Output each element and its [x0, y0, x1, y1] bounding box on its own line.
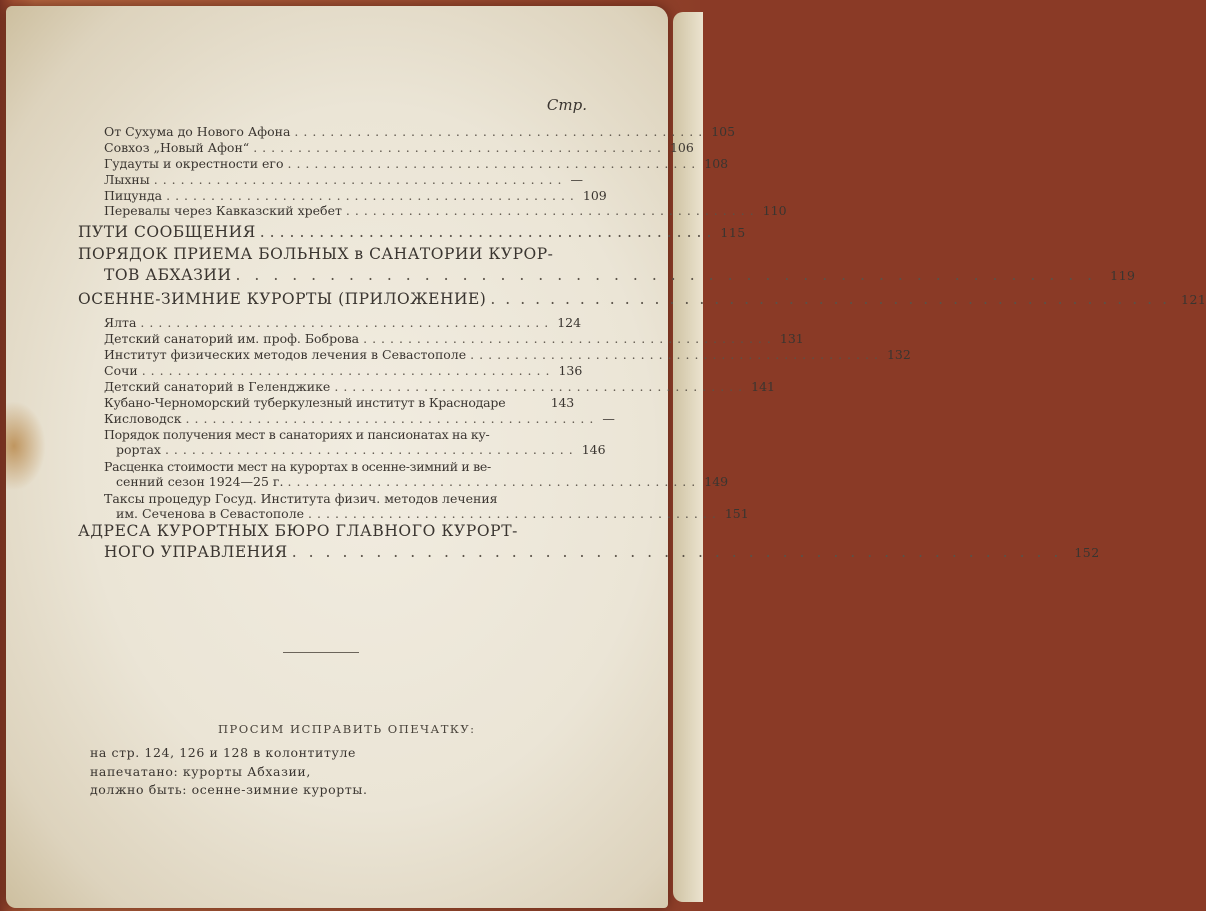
toc-entry-title: Гудауты и окрестности его — [104, 156, 284, 171]
toc-entry-page: 106 — [669, 140, 694, 155]
toc-entry-line1: Расценка стоимости мест на курортах в осенне-зимний и ве- — [104, 459, 491, 474]
toc-entry-title: Кубано-Черноморский туберкулезный институт в Краснодаре — [104, 395, 506, 410]
toc-entry-title: Сочи — [104, 363, 138, 378]
toc-section-addresses-line1: АДРЕСА КУРОРТНЫХ БЮРО ГЛАВНОГО КУРОРТ- — [78, 522, 518, 540]
toc-entry-title: Пицунда — [104, 188, 163, 203]
toc-section-page: 121 — [1181, 292, 1206, 307]
leader-dots: .............................................. — [164, 442, 578, 457]
toc-entry — [104, 124, 736, 139]
toc-entry — [104, 331, 804, 346]
toc-entry — [104, 379, 775, 394]
toc-entry-page: 110 — [762, 203, 787, 218]
leader-dots: .............................................. — [363, 331, 776, 346]
toc-section-addresses — [78, 543, 1100, 561]
toc-entry-line1: Таксы процедур Госуд. Института физич. методов лечения — [104, 491, 498, 506]
toc-entry-page: — — [602, 411, 615, 426]
leader-dots: .............................................. — [287, 474, 701, 489]
leader-dots: .............................................. — [287, 156, 701, 171]
toc-entry — [104, 363, 583, 378]
toc-entry-page: — — [570, 172, 583, 187]
toc-section-routes — [78, 223, 746, 241]
toc-entry — [104, 347, 911, 362]
divider-rule — [283, 652, 359, 653]
toc-entry-title: Детский санаторий в Геленджике — [104, 379, 331, 394]
toc-entry — [104, 203, 787, 218]
toc-section-autumn — [78, 290, 1206, 308]
leader-dots: .............................................. — [345, 203, 759, 218]
toc-entry — [104, 395, 574, 410]
toc-entry-page: 109 — [582, 188, 607, 203]
toc-section-title: ОСЕННЕ-ЗИМНИЕ КУРОРТЫ (ПРИЛОЖЕНИЕ) — [78, 290, 487, 308]
toc-section-title-cont: ТОВ АБХАЗИИ — [104, 266, 232, 284]
toc-entry-title: От Сухума до Нового Афона — [104, 124, 291, 139]
leader-dots: .............................................. — [185, 411, 599, 426]
toc-entry-page: 143 — [550, 395, 574, 410]
toc-section-title: ПУТИ СООБЩЕНИЯ — [78, 223, 256, 241]
toc-entry — [104, 188, 607, 203]
page-column-header: Стр. — [546, 96, 587, 114]
toc-entry-page: 146 — [581, 442, 606, 457]
toc-entry-title: Кисловодск — [104, 411, 182, 426]
leader-dots: .............................................. — [235, 266, 1107, 284]
toc-entry-page: 149 — [704, 474, 729, 489]
leader-dots: .............................................. — [470, 347, 883, 362]
toc-entry-line1: Порядок получения мест в санаториях и пансионатах на ку- — [104, 427, 490, 442]
leader-dots: .............................................. — [294, 124, 708, 139]
toc-entry-title-cont: им. Сеченова в Севастополе — [116, 506, 305, 521]
toc-entry-title: Лыхны — [104, 172, 150, 187]
toc-entry-title: Перевалы через Кавказский хребет — [104, 203, 342, 218]
toc-section-page: 152 — [1074, 545, 1100, 560]
toc-entry-title: Институт физических методов лечения в Севастополе — [104, 347, 467, 362]
toc-entry-title: Ялта — [104, 315, 137, 330]
toc-entry — [104, 156, 729, 171]
toc-section-admission — [78, 266, 1136, 284]
leader-dots: .............................................. — [140, 315, 554, 330]
toc-section-admission-line1: ПОРЯДОК ПРИЕМА БОЛЬНЫХ в САНАТОРИИ КУРОР- — [78, 245, 554, 263]
toc-section-page: 115 — [720, 225, 746, 240]
leader-dots: .............................................. — [291, 543, 1071, 561]
toc-entry-page: 108 — [704, 156, 729, 171]
toc-entry-title: Совхоз „Новый Афон“ — [104, 140, 250, 155]
toc-entry-title: Детский санаторий им. проф. Боброва — [104, 331, 360, 346]
toc-entry — [104, 474, 729, 489]
leader-dots: .............................................. — [253, 140, 666, 155]
toc-entry — [104, 140, 694, 155]
toc-entry — [104, 315, 582, 330]
leader-dots: .............................................. — [153, 172, 567, 187]
leader-dots: .............................................. — [334, 379, 748, 394]
toc-entry-title-cont: сенний сезон 1924—25 г. — [116, 474, 284, 489]
toc-entry-title-cont: рортах — [116, 442, 161, 457]
errata-line: должно быть: осенне-зимние курорты. — [90, 782, 368, 797]
toc-entry — [104, 442, 606, 457]
toc-entry — [104, 506, 749, 521]
toc-entry-page: 132 — [886, 347, 911, 362]
toc-entry-page: 136 — [558, 363, 583, 378]
toc-entry — [104, 411, 615, 426]
leader-dots: .............................................. — [259, 223, 717, 241]
toc-entry-page: 124 — [557, 315, 582, 330]
toc-section-title-cont: НОГО УПРАВЛЕНИЯ — [104, 543, 288, 561]
toc-entry-page: 151 — [724, 506, 749, 521]
toc-entry-page: 105 — [711, 124, 736, 139]
errata-line: напечатано: курорты Абхазии, — [90, 764, 311, 779]
leader-dots: .............................................. — [166, 188, 579, 203]
errata-line: на стр. 124, 126 и 128 в колонтитуле — [90, 745, 356, 760]
toc-section-page: 119 — [1110, 268, 1136, 283]
toc-entry-page: 141 — [751, 379, 775, 394]
toc-entry — [104, 172, 583, 187]
leader-dots: .............................................. — [308, 506, 721, 521]
leader-dots: .............................................. — [141, 363, 555, 378]
leader-dots: .............................................. — [490, 290, 1178, 308]
errata-title: ПРОСИМ ИСПРАВИТЬ ОПЕЧАТКУ: — [218, 722, 476, 736]
toc-entry-page: 131 — [779, 331, 804, 346]
